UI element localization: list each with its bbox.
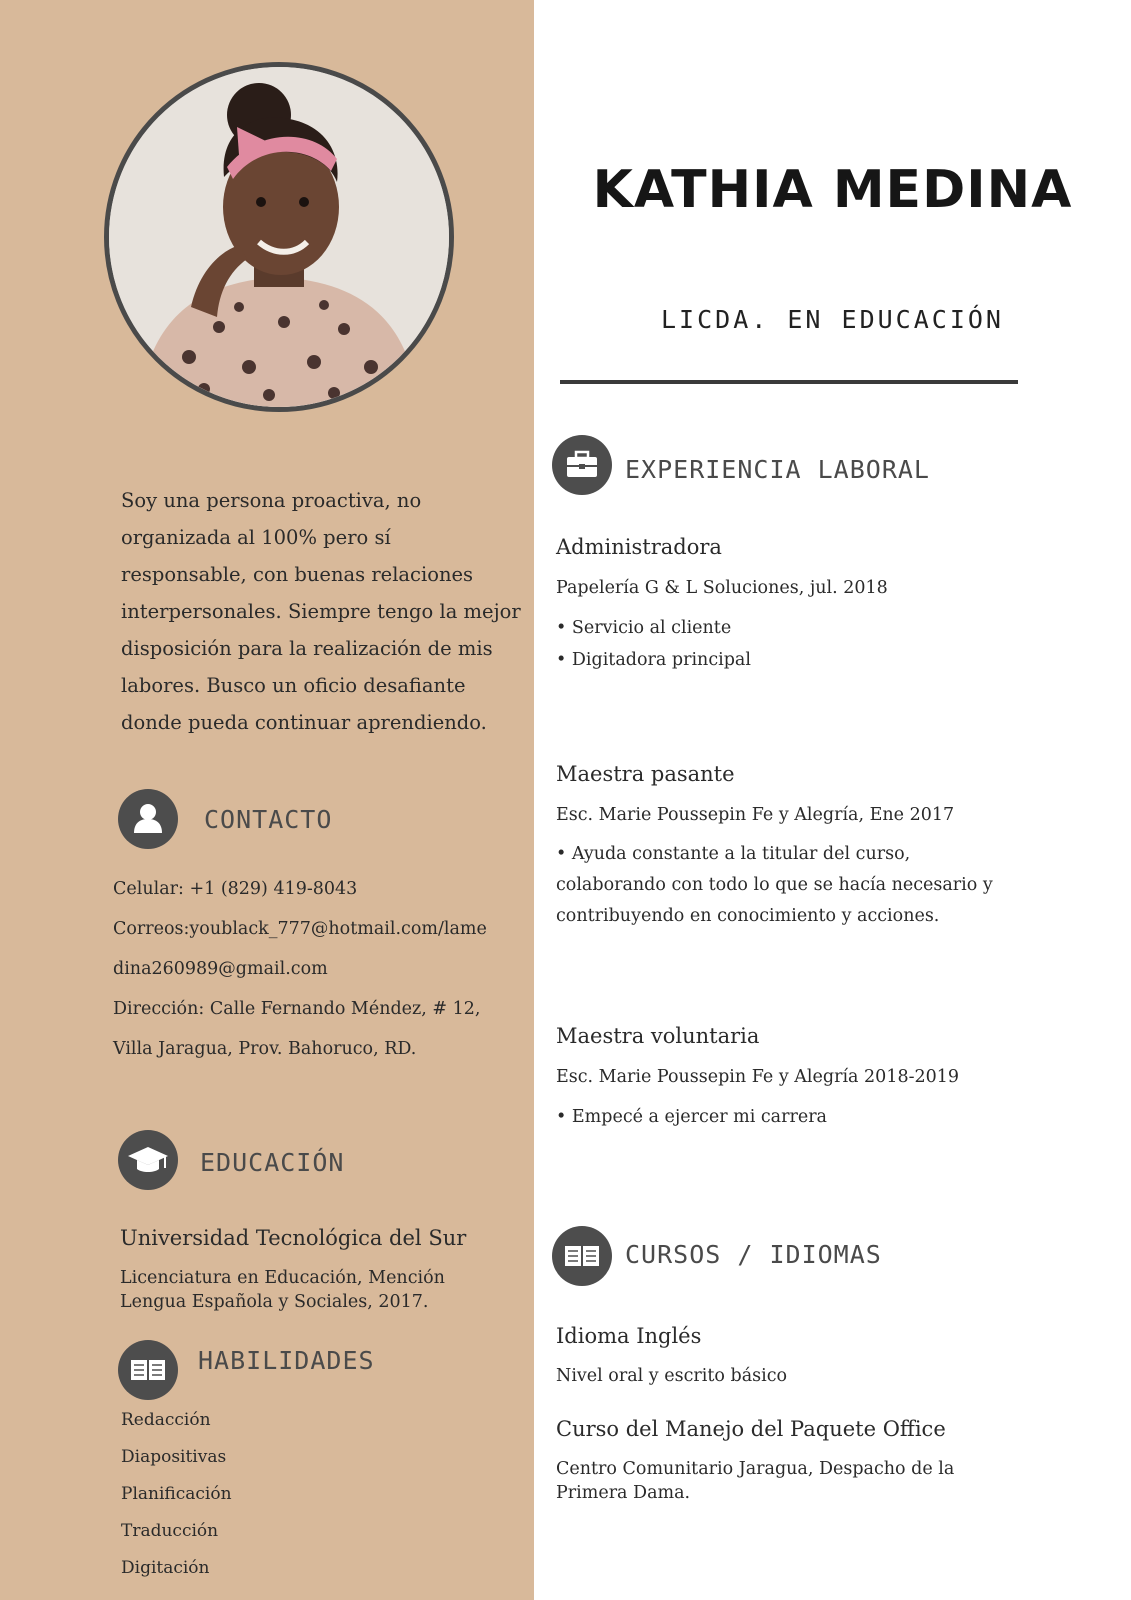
job-bullet: • Empecé a ejercer mi carrera xyxy=(556,1107,827,1127)
person-icon xyxy=(118,789,178,849)
contact-phone: Celular: +1 (829) 419-8043 xyxy=(113,879,358,899)
job-title: Maestra voluntaria xyxy=(556,1024,760,1048)
course-title: Curso del Manejo del Paquete Office xyxy=(556,1417,946,1441)
course-detail: Centro Comunitario Jaragua, Despacho de la Primera Dama. xyxy=(556,1459,955,1503)
education-title: EDUCACIÓN xyxy=(200,1148,345,1177)
education-detail: Licenciatura en Educación, Mención Lengua Española y Sociales, 2017. xyxy=(120,1268,445,1312)
contact-title: CONTACTO xyxy=(204,805,333,834)
candidate-title: LICDA. EN EDUCACIÓN xyxy=(661,305,1004,334)
job-description: • Ayuda constante a la titular del curso, colaborando con todo lo que se hacía necesario y contribuyendo en conocimiento y acciones. xyxy=(556,844,993,926)
course-title: Idioma Inglés xyxy=(556,1324,702,1348)
skill-item: Diapositivas xyxy=(121,1447,227,1467)
profile-photo xyxy=(104,62,454,412)
book-icon xyxy=(118,1340,178,1400)
skills-title: HABILIDADES xyxy=(198,1346,375,1375)
contact-address-1: Dirección: Calle Fernando Méndez, # 12, xyxy=(113,999,481,1019)
job-place: Papelería G & L Soluciones, jul. 2018 xyxy=(556,578,888,598)
about-paragraph: Soy una persona proactiva, no organizada al 100% pero sí responsable, con buenas relaciones interpersonales. Siempre tengo la mejor disposición para la realización de mis labores. Busco un oficio desafiante donde pueda continuar aprendiendo. xyxy=(121,489,521,734)
course-detail: Nivel oral y escrito básico xyxy=(556,1366,788,1386)
header-divider xyxy=(560,380,1018,384)
contact-email-1: Correos:youblack_777@hotmail.com/lame xyxy=(113,919,487,939)
graduation-cap-icon xyxy=(118,1130,178,1190)
job-bullet: • Digitadora principal xyxy=(556,650,751,670)
job-place: Esc. Marie Poussepin Fe y Alegría 2018-2019 xyxy=(556,1067,960,1087)
contact-address-2: Villa Jaragua, Prov. Bahoruco, RD. xyxy=(113,1039,417,1059)
education-school: Universidad Tecnológica del Sur xyxy=(120,1226,467,1250)
job-title: Maestra pasante xyxy=(556,762,735,786)
courses-title: CURSOS / IDIOMAS xyxy=(625,1240,882,1269)
skill-item: Traducción xyxy=(121,1521,219,1541)
experience-title: EXPERIENCIA LABORAL xyxy=(625,455,930,484)
job-bullet: • Servicio al cliente xyxy=(556,618,732,638)
job-place: Esc. Marie Poussepin Fe y Alegría, Ene 2017 xyxy=(556,805,955,825)
briefcase-icon xyxy=(552,435,612,495)
contact-email-2: dina260989@gmail.com xyxy=(113,959,328,979)
book-icon xyxy=(552,1226,612,1286)
skill-item: Planificación xyxy=(121,1484,232,1504)
job-title: Administradora xyxy=(556,535,722,559)
candidate-name: KATHIA MEDINA xyxy=(592,160,1073,220)
skill-item: Redacción xyxy=(121,1410,211,1430)
profile-photo-illustration xyxy=(109,67,449,407)
skill-item: Digitación xyxy=(121,1558,210,1578)
